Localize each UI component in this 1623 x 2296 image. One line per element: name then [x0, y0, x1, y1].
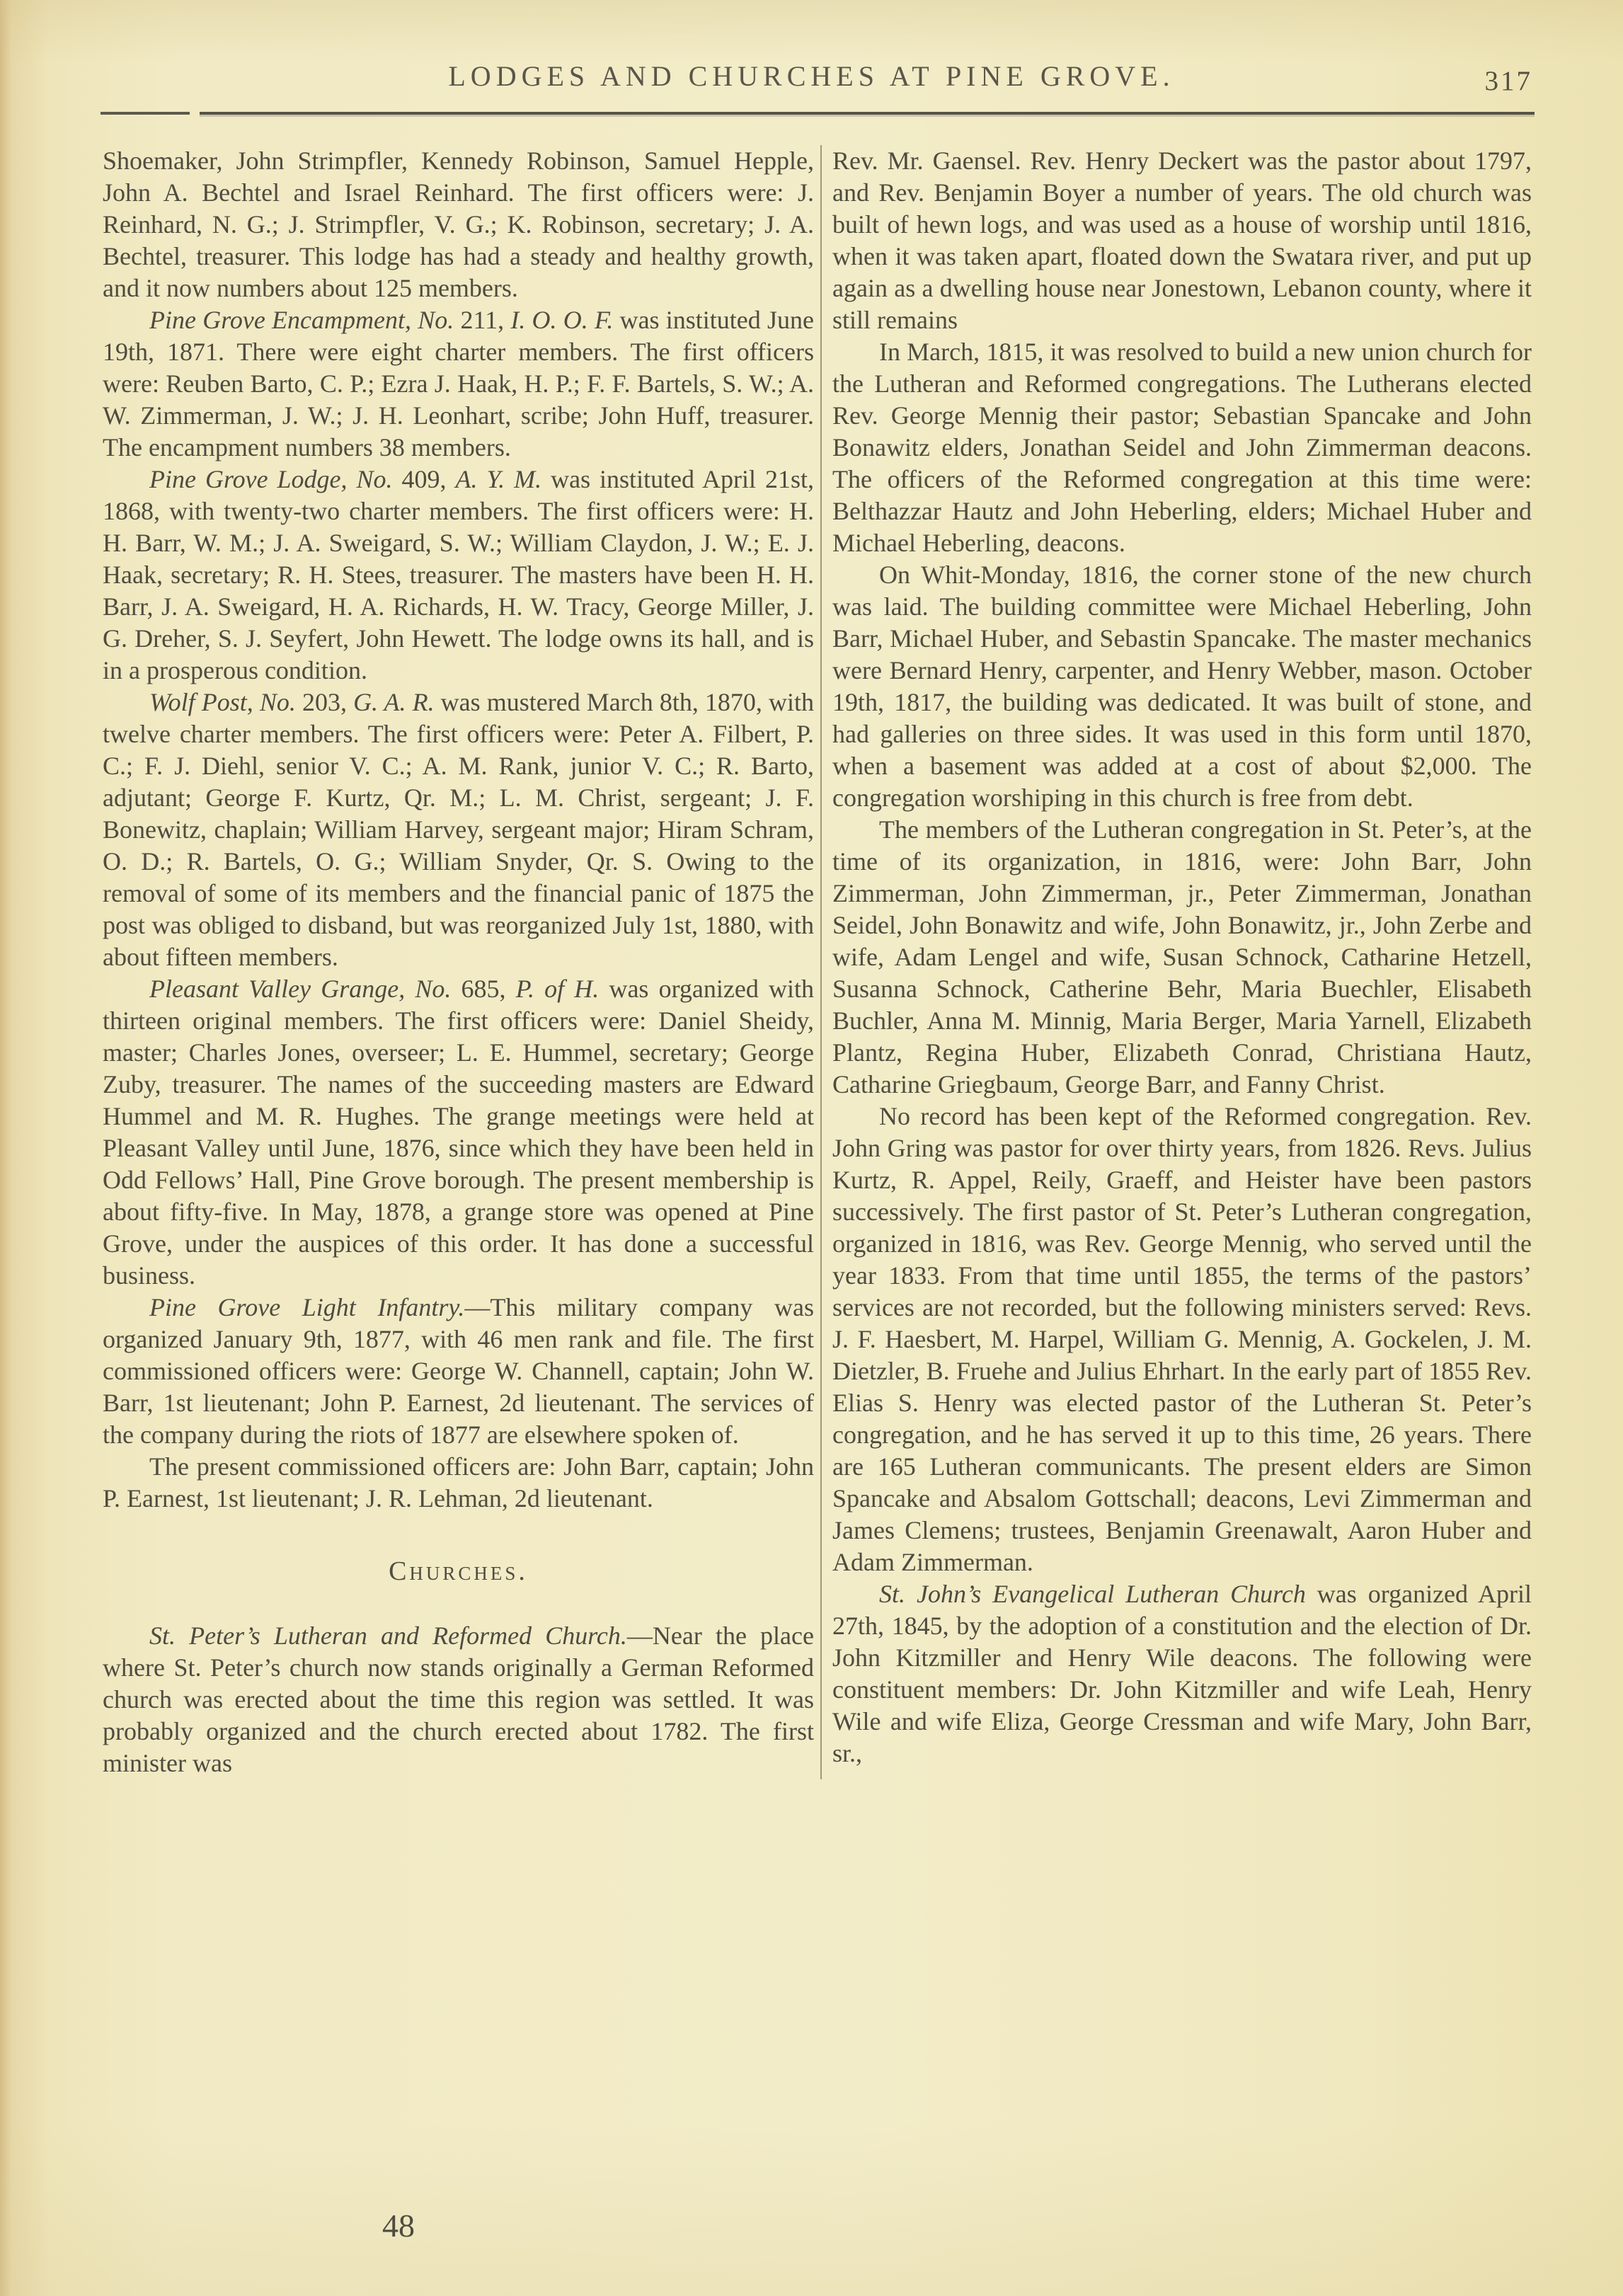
- paragraph-lead-italic: Pine Grove Lodge, No.: [149, 465, 402, 493]
- paragraph-lead-italic: St. Peter’s Lutheran and Reformed Church.: [149, 1621, 627, 1650]
- paragraph-text: On Whit-Monday, 1816, the corner stone of the new church was laid. The building committee were Michael Heberling, John Barr, Michael Huber, and Sebastin Spancake. The master mechanics were Bernard Henry, carpenter, and Henry Webber, mason. October 19th, 1817, the building was dedicated. It was built of stone, and had galleries on three sides. It was used in this form until 1870, when a basement was added at a cost of about $2,000. The congregation worshiping in this church is free from debt.: [832, 561, 1532, 812]
- paragraph: [103, 687, 814, 973]
- paragraph-lead-italic: Wolf Post, No.: [149, 688, 302, 716]
- paragraph-text: 211,: [460, 306, 511, 334]
- paragraph: [832, 1101, 1532, 1578]
- paragraph-lead-italic: G. A. R.: [353, 688, 441, 716]
- paragraph-text: Shoemaker, John Strimpfler, Kennedy Robinson, Samuel Hepple, John A. Bechtel and Israel Reinhard. The first officers were: J. Reinhard, N. G.; J. Strimpfler, V. G.; K. Robinson, secretary; J. A. Bechtel, treasurer. This lodge has had a steady and healthy growth, and it now numbers about 125 members.: [103, 147, 814, 302]
- header-rule-long-segment: [200, 112, 1535, 115]
- paragraph-text: was mustered March 8th, 1870, with twelve charter members. The first officers were: Peter A. Filbert, P. C.; F. J. Diehl, senior V. C.; A. M. Rank, junior V. C.; R. Barto, adjutant; George F. Kurtz, Qr. M.; L. M. Christ, sergeant; J. F. Bonewitz, chaplain; William Harvey, sergeant major; Hiram Schram, O. D.; R. Bartels, O. G.; William Snyder, Qr. S. Owing to the removal of some of its members and the financial panic of 1875 the post was obliged to disband, but was reorganized July 1st, 1880, with about fifteen members.: [103, 688, 815, 971]
- paragraph-lead-italic: A. Y. M.: [455, 465, 551, 493]
- paragraph: [832, 814, 1532, 1101]
- paragraph-text: 203,: [302, 688, 354, 716]
- paragraph-text: 685,: [461, 975, 516, 1003]
- paragraph-lead-italic: Pine Grove Light Infantry.: [149, 1293, 465, 1321]
- paragraph: [832, 1578, 1532, 1769]
- signature-number: 48: [382, 2208, 415, 2244]
- paragraph-text: In March, 1815, it was resolved to build a new union church for the Lutheran and Reformed congregations. The Lutherans elected Rev. George Mennig their pastor; Sebastian Spancake and John Bonawitz elders, Jonathan Seidel and John Zimmerman deacons. The officers of the Reformed congregation at this time were: Belthazzar Hautz and John Heberling, elders; Michael Huber and Michael Heberling, deacons.: [832, 338, 1532, 557]
- paragraph: [103, 1451, 814, 1515]
- paragraph-lead-italic: P. of H.: [515, 975, 609, 1003]
- paragraph-text: was instituted June 19th, 1871. There were eight charter members. The first officers were: Reuben Barto, C. P.; Ezra J. Haak, H. P.; F. F. Bartels, S. W.; A. W. Zimmerman, J. W.; J. H. Leonhart, scribe; John Huff, treasurer. The encampment numbers 38 members.: [103, 306, 814, 461]
- left-column: [103, 145, 820, 1779]
- page-number: 317: [1484, 66, 1532, 96]
- text-columns: [103, 145, 1532, 1779]
- paragraph: [103, 145, 814, 304]
- paragraph-text: The members of the Lutheran congregation in St. Peter’s, at the time of its organization, in 1816, were: John Barr, John Zimmerman, John Zimmerman, jr., Peter Zimmerman, Jonathan Seidel, John Bonawitz and wife, John Bonawitz, jr., John Zerbe and wife, Adam Lengel and wife, Susan Schnock, Catharine Hetzell, Susanna Schnock, Catherine Behr, Maria Buechler, Elisabeth Buchler, Anna M. Minnig, Maria Berger, Maria Yarnell, Elizabeth Plantz, Regina Huber, Elizabeth Conrad, Christiana Hautz, Catharine Griegbaum, George Barr, and Fanny Christ.: [832, 815, 1532, 1098]
- paragraph-text: 409,: [401, 465, 456, 493]
- paragraph-lead-italic: I. O. O. F.: [510, 306, 620, 334]
- section-heading: Churches.: [389, 1556, 528, 1586]
- paragraph: [832, 336, 1532, 559]
- running-head-title: LODGES AND CHURCHES AT PINE GROVE.: [448, 60, 1175, 92]
- paragraph-text: was organized with thirteen original members. The first officers were: Daniel Sheidy, master; Charles Jones, overseer; L. E. Hummel, secretary; George Zuby, treasurer. The names of the succeeding masters are Edward Hummel and M. R. Hughes. The grange meetings were held at Pleasant Valley until June, 1876, since which they have been held in Odd Fellows’ Hall, Pine Grove borough. The present membership is about fifty-five. In May, 1878, a grange store was opened at Pine Grove, under the auspices of this order. It has done a successful business.: [103, 975, 815, 1290]
- paragraph-text: Rev. Mr. Gaensel. Rev. Henry Deckert was the pastor about 1797, and Rev. Benjamin Boyer a number of years. The old church was built of hewn logs, and was used as a house of worship until 1816, when it was taken apart, floated down the Swatara river, and put up again as a dwelling house near Jonestown, Lebanon county, where it still remains: [832, 147, 1532, 334]
- paragraph-text: No record has been kept of the Reformed congregation. Rev. John Gring was pastor for over thirty years, from 1826. Revs. Julius Kurtz, R. Appel, Reily, Graeff, and Heister have been pastors successively. The first pastor of St. Peter’s Lutheran congregation, organized in 1816, was Rev. George Mennig, who served until the year 1833. From that time until 1855, the terms of the pastors’ services are not recorded, but the following ministers served: Revs. J. F. Haesbert, M. Harpel, William G. Mennig, A. Gockelen, J. M. Dietzler, B. Fruehe and Julius Ehrhart. In the early part of 1855 Rev. Elias S. Henry was elected pastor of the Lutheran St. Peter’s congregation, and he has served it up to this time, 26 years. There are 165 Lutheran communicants. The present elders are Simon Spancake and Absalom Gottschall; deacons, Levi Zimmerman and James Clemens; trustees, Benjamin Greenawalt, Aaron Huber and Adam Zimmerman.: [832, 1102, 1532, 1576]
- right-column: [820, 145, 1532, 1779]
- paragraph-lead-italic: Pine Grove Encampment, No.: [149, 306, 461, 334]
- paragraph-text: The present commissioned officers are: John Barr, captain; John P. Earnest, 1st lieutenant; J. R. Lehman, 2d lieutenant.: [103, 1452, 814, 1513]
- paragraph-lead-italic: Pleasant Valley Grange, No.: [149, 975, 461, 1003]
- paragraph: [103, 1620, 814, 1779]
- paragraph-text: was organized April 27th, 1845, by the adoption of a constitution and the election of Dr. John Kitzmiller and Henry Wile deacons. The following were constituent members: Dr. John Kitzmiller and wife Leah, Henry Wile and wife Eliza, George Cressman and wife Mary, John Barr, sr.,: [832, 1580, 1532, 1767]
- paragraph: [103, 304, 814, 464]
- paragraph: [103, 973, 814, 1292]
- paragraph: [103, 464, 814, 687]
- header-rule-short-segment: [101, 112, 190, 115]
- paragraph-text: —Near the place where St. Peter’s church now stands originally a German Reformed church was erected about the time this region was settled. It was probably organized and the church erected about 1782. The first minister was: [103, 1621, 814, 1777]
- paragraph: [103, 1292, 814, 1451]
- paragraph-lead-italic: St. John’s Evangelical Lutheran Church: [879, 1580, 1306, 1608]
- paragraph-text: was instituted April 21st, 1868, with twenty-two charter members. The first officers were: H. H. Barr, W. M.; J. A. Sweigard, S. W.; William Claydon, J. W.; E. J. Haak, secretary; R. H. Stees, treasurer. The masters have been H. H. Barr, J. A. Sweigard, H. A. Richards, H. W. Tracy, George Miller, J. G. Dreher, S. J. Seyfert, John Hewett. The lodge owns its hall, and is in a prosperous condition.: [103, 465, 815, 684]
- paragraph-text: —This military company was organized January 9th, 1877, with 46 men rank and file. The first commissioned officers were: George W. Channell, captain; John W. Barr, 1st lieutenant; John P. Earnest, 2d lieutenant. The services of the company during the riots of 1877 are elsewhere spoken of.: [103, 1293, 814, 1449]
- paragraph: [832, 559, 1532, 814]
- paragraph: [832, 145, 1532, 336]
